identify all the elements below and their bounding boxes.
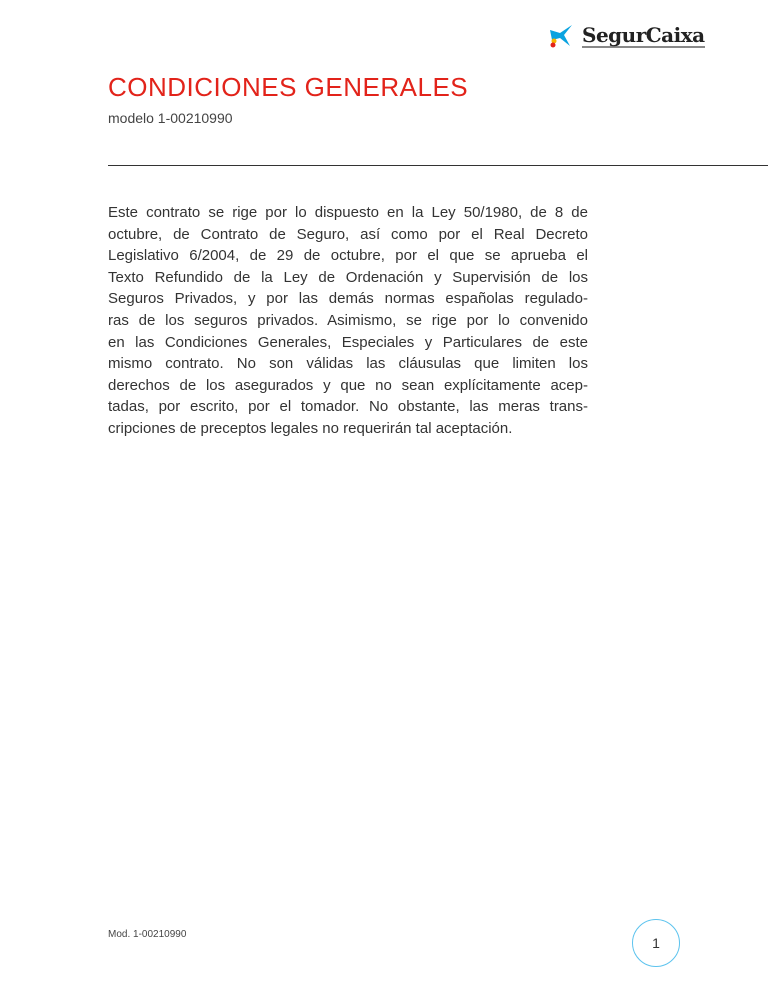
paragraph-line: octubre, de Contrato de Seguro, así como por el Real Decreto: [108, 225, 588, 243]
logo-text: SegurCaixa: [582, 23, 705, 47]
paragraph-line: derechos de los asegurados y que no sean explícitamente acep-: [108, 376, 588, 394]
page-number: 1: [632, 919, 680, 967]
footer-model: Mod. 1-00210990: [108, 929, 187, 940]
divider: [108, 165, 768, 166]
paragraph-line: mismo contrato. No son válidas las cláusulas que limiten los: [108, 355, 588, 373]
paragraph-line: cripciones de preceptos legales no requerirán tal aceptación.: [108, 419, 513, 437]
paragraph-line: Seguros Privados, y por las demás normas españolas regulado-: [108, 290, 588, 308]
body-paragraph: [108, 202, 588, 440]
paragraph-line: ras de los seguros privados. Asimismo, se rige por lo convenido: [108, 311, 588, 329]
page-title: CONDICIONES GENERALES: [108, 72, 469, 102]
star-logo-icon: [548, 24, 576, 48]
model-subtitle: modelo 1-00210990: [108, 110, 233, 126]
paragraph-line: Legislativo 6/2004, de 29 de octubre, por el que se aprueba el: [108, 247, 588, 265]
paragraph-line: en las Condiciones Generales, Especiales y Particulares de este: [108, 333, 588, 351]
segurcaixa-logo: [548, 24, 705, 48]
paragraph-line: Este contrato se rige por lo dispuesto en la Ley 50/1980, de 8 de: [108, 204, 588, 221]
paragraph-line: tadas, por escrito, por el tomador. No obstante, las meras trans-: [108, 398, 588, 416]
paragraph-line: Texto Refundido de la Ley de Ordenación y Supervisión de los: [108, 268, 588, 286]
